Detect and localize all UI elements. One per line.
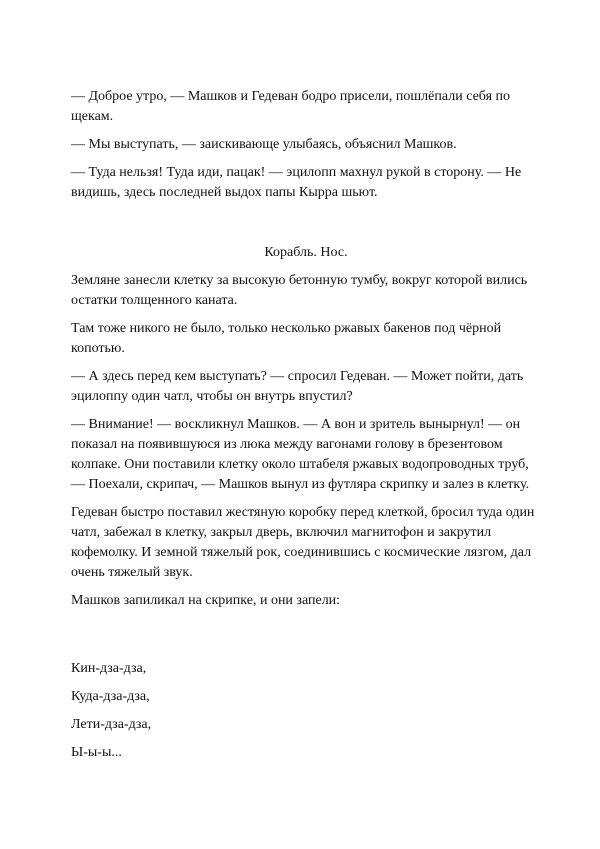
paragraph: — А здесь перед кем выступать? — спросил Гедеван. — Может пойти, дать эцилоппу один чатл, чтобы он внутрь впустил? (71, 369, 524, 404)
page-content (71, 87, 541, 771)
paragraph: Машков запиликал на скрипке, и они запели: (71, 593, 341, 608)
paragraph: — Туда нельзя! Туда иди, пацак! — эцилопп махнул рукой в сторону. — Не видишь, здесь последней выдох папы Кырра шьют. (71, 165, 522, 200)
paragraph: Там тоже никого не было, только несколько ржавых бакенов под чёрной копотью. (71, 321, 502, 356)
paragraph: Земляне занесли клетку за высокую бетонную тумбу, вокруг которой вились остатки толщенного каната. (71, 273, 528, 308)
scene-heading: Корабль. Нос. (264, 245, 348, 260)
song-line: Кин-дза-дза, (71, 661, 147, 676)
paragraph: Гедеван быстро поставил жестяную коробку перед клеткой, бросил туда один чатл, забежал в клетку, закрыл дверь, включил магнитофон и закрутил кофемолку. И земной тяжелый рок, соединившись с космические лязгом, дал очень тяжелый звук. (71, 505, 535, 580)
verse-spacer (71, 619, 541, 659)
paragraph: — Мы выступать, — заискивающе улыбаясь, объяснил Машков. (71, 137, 457, 152)
paragraph: — Внимание! — воскликнул Машков. — А вон и зритель вынырнул! — он показал на появившуюся из люка между вагонами голову в брезентовом колпаке. Они поставили клетку около штабеля ржавых водопроводных труб, — Поехали, скрипач, — Машков вынул из футляра скрипку и залез в клетку. (71, 417, 530, 492)
paragraph: — Доброе утро, — Машков и Гедеван бодро присели, пошлёпали себя по щекам. (71, 89, 510, 124)
song-line: Ы-ы-ы... (71, 745, 122, 760)
song-line: Лети-дза-дза, (71, 717, 152, 732)
song-line: Куда-дза-дза, (71, 689, 150, 704)
